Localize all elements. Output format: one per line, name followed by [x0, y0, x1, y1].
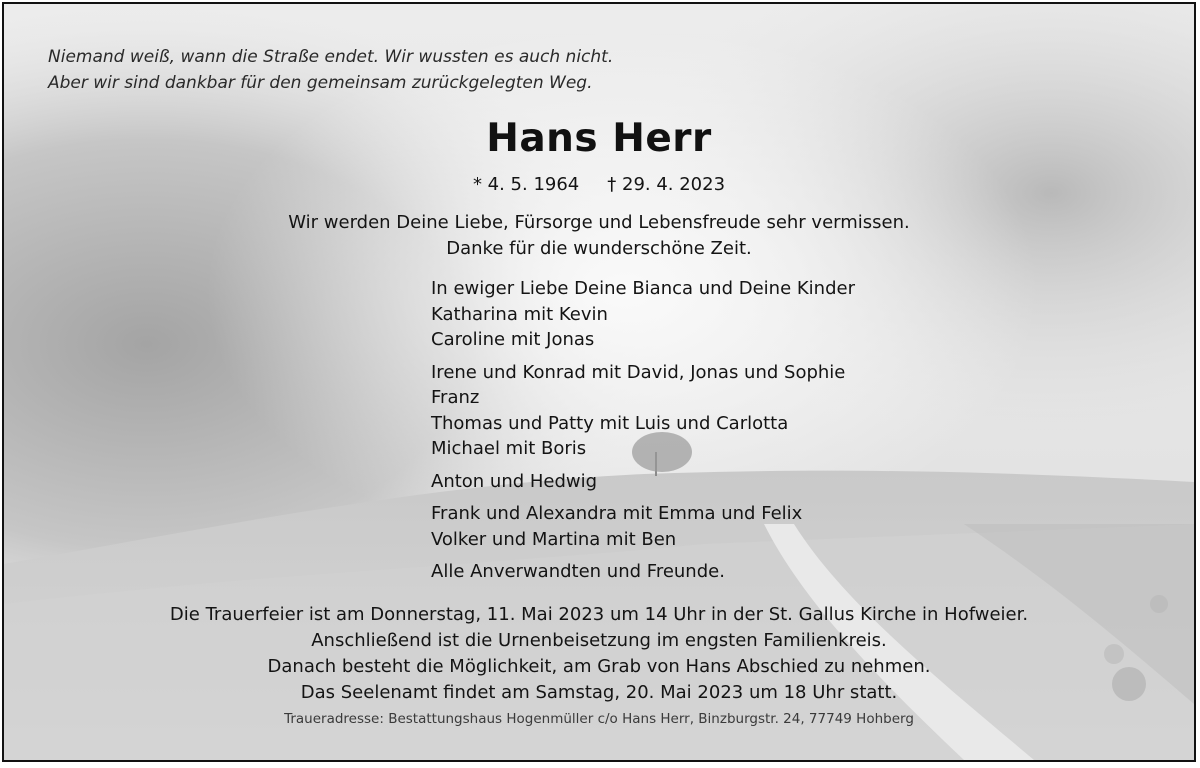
service-line: Danach besteht die Möglichkeit, am Grab von Hans Abschied zu nehmen. — [267, 656, 931, 677]
mourner-line: Michael mit Boris — [431, 438, 587, 459]
obituary-card — [2, 2, 1196, 762]
mourner-line: Franz — [431, 387, 480, 408]
tribute-text — [4, 210, 1194, 262]
service-info — [4, 602, 1194, 706]
mourner-group — [431, 501, 855, 552]
mourner-group — [431, 360, 855, 462]
death-date: † 29. 4. 2023 — [607, 174, 726, 195]
service-line: Das Seelenamt findet am Samstag, 20. Mai 2023 um 18 Uhr statt. — [300, 682, 898, 703]
service-line: Die Trauerfeier ist am Donnerstag, 11. Mai 2023 um 14 Uhr in der St. Gallus Kirche in Hofweier. — [169, 604, 1029, 625]
tribute-line: Wir werden Deine Liebe, Fürsorge und Lebensfreude sehr vermissen. — [288, 212, 910, 233]
quote-line: Aber wir sind dankbar für den gemeinsam zurückgelegten Weg. — [48, 73, 593, 93]
mourner-line: Caroline mit Jonas — [431, 329, 595, 350]
mourning-address: Traueradresse: Bestattungshaus Hogenmüller c/o Hans Herr, Binzburgstr. 24, 77749 Hohberg — [284, 711, 914, 727]
mourners-list — [431, 276, 855, 592]
mourner-line: Anton und Hedwig — [431, 470, 598, 492]
mourner-group — [431, 469, 855, 495]
tribute-line: Danke für die wunderschöne Zeit. — [446, 238, 752, 259]
mourner-group — [431, 276, 855, 353]
mourner-line: Alle Anverwandten und Freunde. — [431, 561, 725, 582]
birth-date: * 4. 5. 1964 — [472, 174, 580, 195]
mourner-line: In ewiger Liebe Deine Bianca und Deine Kinder — [431, 278, 855, 299]
life-dates — [4, 174, 1194, 195]
mourner-line: Katharina mit Kevin — [431, 303, 608, 325]
quote — [48, 44, 613, 96]
mourner-line: Thomas und Patty mit Luis und Carlotta — [431, 412, 789, 434]
mourner-line: Volker und Martina mit Ben — [431, 528, 677, 550]
mourner-group — [431, 559, 855, 585]
quote-line: Niemand weiß, wann die Straße endet. Wir wussten es auch nicht. — [48, 47, 614, 67]
mourner-line: Frank und Alexandra mit Emma und Felix — [431, 503, 803, 524]
mourner-line: Irene und Konrad mit David, Jonas und Sophie — [431, 361, 846, 383]
deceased-name: Hans Herr — [486, 116, 712, 161]
service-line: Anschließend ist die Urnenbeisetzung im engsten Familienkreis. — [311, 630, 887, 651]
